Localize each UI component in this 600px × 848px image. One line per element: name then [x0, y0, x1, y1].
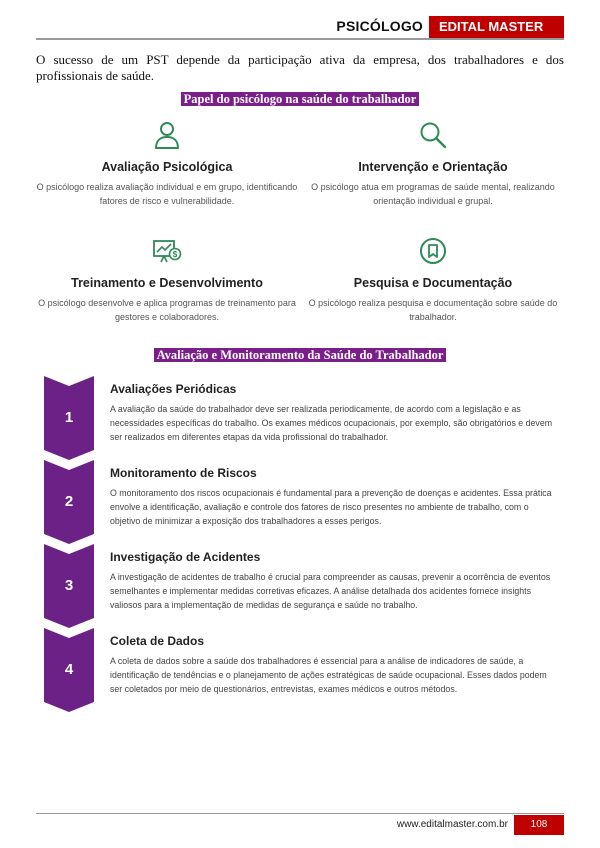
card-pesquisa	[302, 236, 564, 324]
intro-paragraph: O sucesso de um PST depende da participação ativa da empresa, dos trabalhadores e dos profissionais de saúde.	[36, 52, 564, 83]
step-body	[110, 382, 560, 444]
step-body	[110, 634, 560, 696]
step-text: A coleta de dados sobre a saúde dos trabalhadores é essencial para a análise de indicadores de saúde, a identificação de tendências e o planejamento de ações estratégicas de saúde ocupacional. Esses dados podem ser coletados por meio de questionários, entrevistas, exames médicos e outros métodos.	[110, 656, 547, 694]
section2-title-text: Avaliação e Monitoramento da Saúde do Trabalhador	[154, 348, 447, 362]
step-1	[44, 376, 560, 460]
card-text: O psicólogo desenvolve e aplica programas de treinamento para gestores e colaboradores.	[38, 298, 296, 322]
step-text: A avaliação da saúde do trabalhador deve ser realizada periodicamente, de acordo com a legislação e as necessidades específicas do trabalho. Os exames médicos ocupacionais, por exemplo, são obrigatórios e devem ser realizados em diferentes etapas da vida profissional do trabalhador.	[110, 404, 553, 442]
step-body	[110, 466, 560, 528]
header-brand-name: EDITAL MASTER	[429, 16, 564, 38]
step-title: Avaliações Periódicas	[110, 382, 237, 396]
card-title: Intervenção e Orientação	[358, 160, 508, 174]
step-text: A investigação de acidentes de trabalho é crucial para compreender as causas, prevenir a ocorrência de eventos semelhantes e implementar medidas corretivas eficazes. A análise detalhada dos acidentes fornece insights valiosos para a implementação de medidas de segurança e saúde no trabalho.	[110, 572, 551, 610]
person-icon	[152, 120, 182, 150]
card-title: Treinamento e Desenvolvimento	[71, 276, 263, 290]
footer-site-link[interactable]: www.editalmaster.com.br	[396, 819, 508, 830]
card-intervencao	[302, 120, 564, 208]
step-text: O monitoramento dos riscos ocupacionais é fundamental para a prevenção de doenças e acidentes. Essa prática envolve a identificação, avaliação e controle dos fatores de risco presentes no ambiente de trabalho, com o objetivo de minimizar a exposição dos trabalhadores a esses perigos.	[110, 488, 552, 526]
section2-title	[0, 348, 600, 363]
section1-title	[0, 92, 600, 107]
card-avaliacao	[36, 120, 298, 208]
page-number: 108	[514, 815, 564, 835]
step-4	[44, 628, 560, 712]
step-number: 3	[64, 577, 74, 594]
magnifier-icon	[418, 120, 448, 150]
card-treinamento	[36, 236, 298, 324]
role-cards-grid	[36, 120, 564, 320]
step-2	[44, 460, 560, 544]
card-title: Avaliação Psicológica	[101, 160, 233, 174]
page-footer	[397, 815, 564, 835]
step-number: 1	[64, 409, 74, 426]
step-title: Coleta de Dados	[110, 634, 205, 648]
card-text: O psicólogo realiza avaliação individual e em grupo, identificando fatores de risco e vulnerabilidade.	[36, 182, 298, 206]
step-number: 4	[64, 661, 74, 678]
step-3	[44, 544, 560, 628]
header-rule	[36, 38, 564, 40]
header-brand	[336, 16, 564, 38]
footer-rule	[36, 813, 564, 814]
section1-title-text: Papel do psicólogo na saúde do trabalhador	[181, 92, 420, 106]
step-body	[110, 550, 560, 612]
card-title: Pesquisa e Documentação	[353, 276, 513, 290]
bookmark-icon	[418, 236, 448, 266]
page-header	[36, 16, 564, 40]
svg-text:$: $	[172, 250, 178, 259]
step-title: Monitoramento de Riscos	[110, 466, 257, 480]
card-text: O psicólogo realiza pesquisa e documentação sobre saúde do trabalhador.	[308, 298, 558, 322]
presentation-money-icon	[152, 236, 182, 266]
header-role: PSICÓLOGO	[336, 18, 423, 34]
step-title: Investigação de Acidentes	[110, 550, 261, 564]
card-text: O psicólogo atua em programas de saúde mental, realizando orientação individual e grupal.	[311, 182, 555, 206]
step-number: 2	[64, 493, 74, 510]
